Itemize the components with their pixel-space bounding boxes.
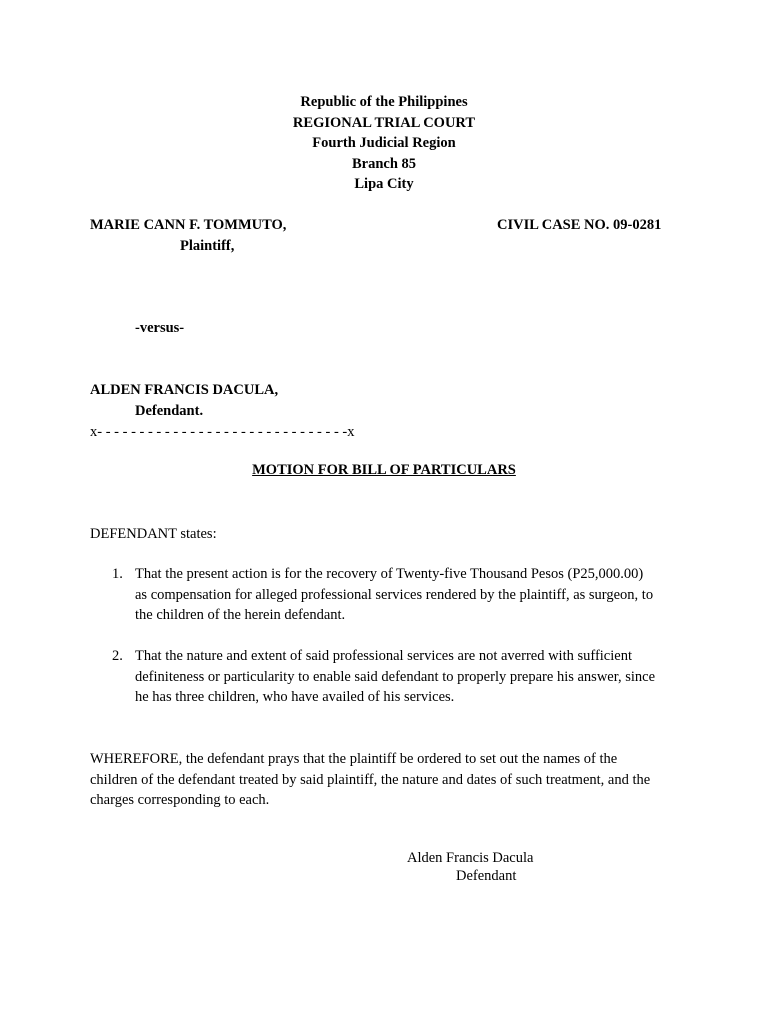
case-number: CIVIL CASE NO. 09-0281 [497,217,662,233]
wherefore-line: WHEREFORE, the defendant prays that the plaintiff be ordered to set out the names of the [90,751,618,767]
list-item-text [135,646,680,708]
signature-name: Alden Francis Dacula [407,850,534,866]
list-item-line: as compensation for alleged professional services rendered by the plaintiff, as surgeon, to [135,586,654,603]
wherefore-paragraph [90,749,690,811]
header-city: Lipa City [354,176,414,192]
header-court: REGIONAL TRIAL COURT [292,114,476,131]
header-republic: Republic of the Philippines [300,94,468,110]
list-item-line: definiteness or particularity to enable said defendant to properly prepare his answer, since [135,668,656,685]
signature-role: Defendant [456,868,517,884]
defendant-role: Defendant. [135,403,204,419]
list-item-number: 2. [112,648,123,664]
list-item-number: 1. [112,566,123,582]
document-title: MOTION FOR BILL OF PARTICULARS [252,462,516,478]
list-item-line: he has three children, who have availed of his services. [135,689,455,705]
caption-separator: x- - - - - - - - - - - - - - - - - - - - - - - - - - - - - -x [90,424,355,440]
list-item-line: That the present action is for the recovery of Twenty-five Thousand Pesos (P25,000.00) [135,566,644,582]
list-item-line: the children of the herein defendant. [135,607,346,623]
plaintiff-name: MARIE CANN F. TOMMUTO, [90,217,287,233]
list-item-line: That the nature and extent of said professional services are not averred with sufficient [135,648,632,664]
header-branch: Branch 85 [351,155,417,172]
header-region: Fourth Judicial Region [312,135,456,151]
intro-statement: DEFENDANT states: [90,526,217,542]
versus-label: -versus- [135,320,185,336]
court-header [0,92,768,195]
plaintiff-role: Plaintiff, [180,238,235,254]
list-item-text [135,564,680,626]
wherefore-line: children of the defendant treated by said plaintiff, the nature and dates of such treatment, and the [90,771,651,788]
wherefore-line: charges corresponding to each. [90,792,270,808]
defendant-name: ALDEN FRANCIS DACULA, [90,382,279,398]
